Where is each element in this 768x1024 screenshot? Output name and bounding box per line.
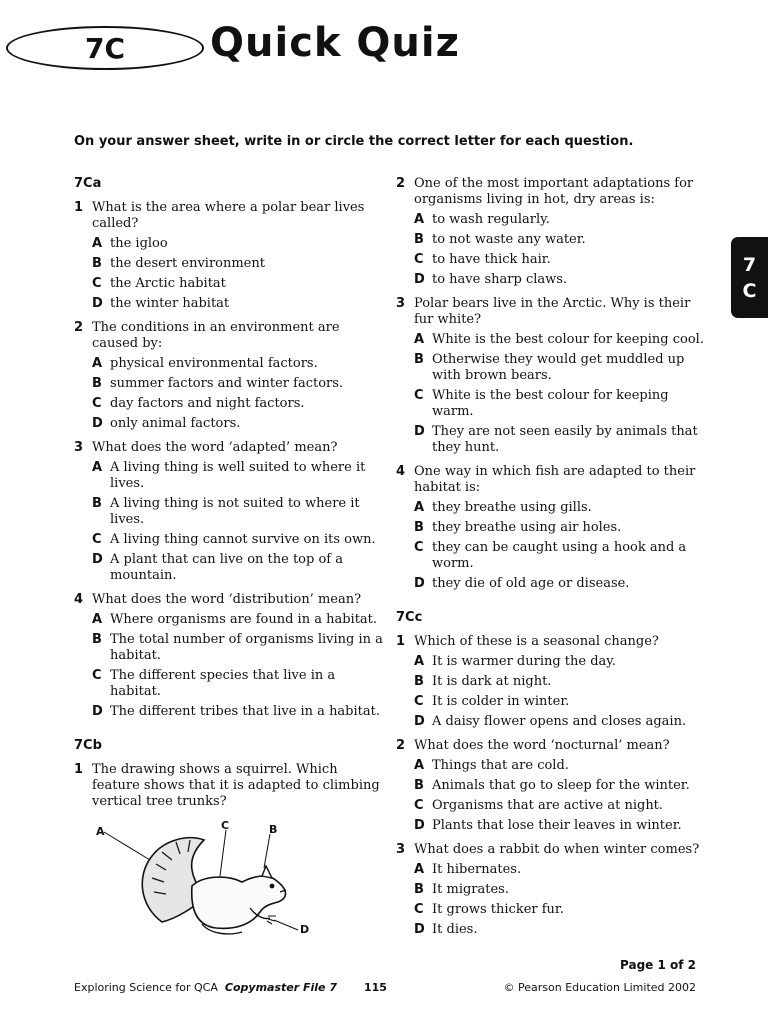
option-c[interactable] (92, 396, 384, 412)
footer-file-label: Copymaster File 7 (224, 981, 337, 994)
option-letter: D (92, 704, 103, 719)
question-text: What does a rabbit do when winter comes? (414, 842, 700, 857)
option-text: Organisms that are active at night. (432, 798, 664, 813)
question-number: 4 (396, 464, 406, 479)
question-text: What does the word ‘adapted’ mean? (92, 440, 338, 455)
option-a[interactable] (414, 758, 706, 774)
option-letter: C (92, 396, 102, 411)
question-7cc-3 (396, 842, 706, 938)
footer-page-number: 115 (364, 981, 387, 994)
question-7cb-3 (396, 296, 706, 456)
option-text: they breathe using air holes. (432, 520, 622, 535)
option-letter: C (414, 798, 424, 813)
option-text: Otherwise they would get muddled up with brown bears. (432, 352, 685, 383)
option-b[interactable] (92, 256, 384, 272)
option-letter: C (414, 694, 424, 709)
option-letter: A (414, 758, 425, 773)
option-d[interactable] (414, 424, 706, 456)
option-text: It hibernates. (432, 862, 522, 877)
option-letter: D (92, 552, 103, 567)
footer-publisher (74, 981, 337, 994)
option-text: the winter habitat (110, 296, 230, 311)
right-column (396, 176, 706, 946)
question-number: 1 (74, 200, 84, 215)
question-number: 1 (396, 634, 406, 649)
option-c[interactable] (414, 902, 706, 918)
option-text: to wash regularly. (432, 212, 550, 227)
option-c[interactable] (414, 798, 706, 814)
option-c[interactable] (92, 668, 384, 700)
option-letter: B (414, 778, 424, 793)
option-a[interactable] (92, 612, 384, 628)
question-7cb-2 (396, 176, 706, 288)
option-text: A living thing cannot survive on its own. (110, 532, 376, 547)
option-a[interactable] (414, 654, 706, 670)
option-c[interactable] (414, 694, 706, 710)
option-text: the desert environment (110, 256, 265, 271)
option-letter: A (414, 500, 425, 515)
option-letter: D (92, 296, 103, 311)
option-text: A living thing is not suited to where it lives. (110, 496, 360, 527)
option-c[interactable] (414, 540, 706, 572)
question-text: What does the word ‘distribution’ mean? (92, 592, 362, 607)
section-title-7cc: 7Cc (396, 610, 423, 625)
question-number: 2 (74, 320, 84, 335)
question-text: One of the most important adaptations for organisms living in hot, dry areas is: (414, 176, 694, 207)
option-text: They are not seen easily by animals that they hunt. (432, 424, 698, 455)
option-text: It is warmer during the day. (432, 654, 617, 669)
option-text: A daisy flower opens and closes again. (432, 714, 687, 729)
option-b[interactable] (414, 674, 706, 690)
figure-label-d: D (300, 923, 310, 936)
option-c[interactable] (92, 532, 384, 548)
question-text: One way in which fish are adapted to their habitat is: (414, 464, 696, 495)
question-text: Which of these is a seasonal change? (414, 634, 659, 649)
question-number: 3 (396, 842, 406, 857)
option-text: The different tribes that live in a habitat. (110, 704, 380, 719)
option-b[interactable] (92, 496, 384, 528)
option-letter: A (414, 862, 425, 877)
option-c[interactable] (92, 276, 384, 292)
option-a[interactable] (414, 862, 706, 878)
page-title: Quick Quiz (210, 20, 460, 66)
option-b[interactable] (92, 376, 384, 392)
option-letter: A (414, 654, 425, 669)
option-c[interactable] (414, 388, 706, 420)
option-text: A living thing is well suited to where it lives. (110, 460, 366, 491)
option-letter: B (414, 674, 424, 689)
option-text: It migrates. (432, 882, 509, 897)
question-number: 3 (74, 440, 84, 455)
unit-badge-label: 7C (84, 31, 126, 65)
option-letter: C (414, 388, 424, 403)
question-7ca-3 (74, 440, 384, 584)
option-b[interactable] (414, 232, 706, 248)
option-d[interactable] (414, 922, 706, 938)
option-letter: B (414, 352, 424, 367)
option-text: The different species that live in a habitat. (110, 668, 336, 699)
option-letter: A (414, 332, 425, 347)
option-letter: D (414, 714, 425, 729)
question-number: 1 (74, 762, 84, 777)
option-letter: B (92, 496, 102, 511)
question-7ca-1 (74, 200, 384, 312)
question-text: The conditions in an environment are caused by: (92, 320, 340, 351)
option-letter: D (92, 416, 103, 431)
option-letter: C (414, 252, 424, 267)
option-letter: A (92, 236, 103, 251)
option-b[interactable] (414, 778, 706, 794)
option-d[interactable] (92, 704, 384, 720)
question-7cb-4 (396, 464, 706, 592)
question-number: 2 (396, 176, 406, 191)
option-text: White is the best colour for keeping warm. (432, 388, 669, 419)
option-letter: D (414, 818, 425, 833)
unit-badge (6, 26, 204, 70)
option-text: Things that are cold. (432, 758, 569, 773)
option-letter: C (92, 668, 102, 683)
option-letter: C (92, 276, 102, 291)
option-text: It dies. (432, 922, 478, 937)
option-letter: A (92, 460, 103, 475)
figure-label-b: B (269, 823, 278, 836)
option-d[interactable] (92, 416, 384, 432)
option-text: A plant that can live on the top of a mountain. (110, 552, 343, 583)
option-a[interactable] (414, 332, 706, 348)
page-footer (74, 981, 696, 997)
section-title-7ca: 7Ca (74, 176, 102, 191)
option-text: to have thick hair. (432, 252, 551, 267)
option-letter: D (414, 272, 425, 287)
option-text: they die of old age or disease. (432, 576, 630, 591)
option-text: only animal factors. (110, 416, 241, 431)
option-text: It grows thicker fur. (432, 902, 564, 917)
option-letter: B (92, 376, 102, 391)
question-7cc-1 (396, 634, 706, 730)
option-text: to have sharp claws. (432, 272, 568, 287)
option-letter: B (92, 632, 102, 647)
option-letter: A (414, 212, 425, 227)
option-letter: B (414, 232, 424, 247)
footer-publisher-text: Exploring Science for QCA (74, 981, 218, 994)
option-text: day factors and night factors. (110, 396, 305, 411)
figure-label-a: A (96, 825, 105, 838)
question-7cb-1 (74, 762, 384, 810)
option-text: It is colder in winter. (432, 694, 570, 709)
option-letter: C (414, 902, 424, 917)
option-d[interactable] (92, 552, 384, 584)
option-a[interactable] (92, 460, 384, 492)
option-text: Animals that go to sleep for the winter. (432, 778, 690, 793)
question-text: What does the word ‘nocturnal’ mean? (414, 738, 670, 753)
option-letter: D (414, 424, 425, 439)
question-7ca-4 (74, 592, 384, 720)
option-letter: A (92, 356, 103, 371)
option-text: the igloo (110, 236, 168, 251)
footer-copyright: © Pearson Education Limited 2002 (503, 981, 696, 994)
question-number: 3 (396, 296, 406, 311)
instructions: On your answer sheet, write in or circle the correct letter for each question. (74, 134, 634, 149)
option-text: to not waste any water. (432, 232, 586, 247)
option-text: physical environmental factors. (110, 356, 318, 371)
left-column (74, 176, 384, 944)
side-tab (731, 237, 768, 318)
question-7cc-2 (396, 738, 706, 834)
side-tab-line1: 7 (742, 253, 757, 276)
option-d[interactable] (414, 272, 706, 288)
option-text: Where organisms are found in a habitat. (110, 612, 378, 627)
option-letter: B (414, 520, 424, 535)
option-d[interactable] (414, 714, 706, 730)
option-letter: B (92, 256, 102, 271)
option-letter: D (414, 922, 425, 937)
option-b[interactable] (414, 352, 706, 384)
option-text: they breathe using gills. (432, 500, 592, 515)
question-text: Polar bears live in the Arctic. Why is their fur white? (414, 296, 691, 327)
question-7ca-2 (74, 320, 384, 432)
option-text: summer factors and winter factors. (110, 376, 344, 391)
option-b[interactable] (92, 632, 384, 664)
question-number: 2 (396, 738, 406, 753)
option-text: White is the best colour for keeping cool. (432, 332, 704, 347)
squirrel-figure (92, 819, 342, 944)
option-b[interactable] (414, 520, 706, 536)
option-letter: D (414, 576, 425, 591)
section-title-7cb: 7Cb (74, 738, 102, 753)
question-text: The drawing shows a squirrel. Which feature shows that it is adapted to climbing vertical tree trunks? (92, 762, 380, 809)
page-indicator: Page 1 of 2 (620, 958, 696, 972)
option-d[interactable] (414, 818, 706, 834)
option-c[interactable] (414, 252, 706, 268)
option-text: The total number of organisms living in a habitat. (110, 632, 383, 663)
option-a[interactable] (92, 356, 384, 372)
figure-label-c: C (221, 819, 230, 832)
question-text: What is the area where a polar bear lives called? (92, 200, 365, 231)
option-d[interactable] (92, 296, 384, 312)
option-a[interactable] (92, 236, 384, 252)
option-letter: B (414, 882, 424, 897)
option-letter: C (414, 540, 424, 555)
option-a[interactable] (414, 212, 706, 228)
option-letter: A (92, 612, 103, 627)
option-a[interactable] (414, 500, 706, 516)
question-number: 4 (74, 592, 84, 607)
option-text: Plants that lose their leaves in winter. (432, 818, 682, 833)
option-text: the Arctic habitat (110, 276, 226, 291)
option-text: they can be caught using a hook and a worm. (432, 540, 687, 571)
side-tab-line2: C (742, 279, 757, 302)
option-b[interactable] (414, 882, 706, 898)
option-text: It is dark at night. (432, 674, 552, 689)
option-d[interactable] (414, 576, 706, 592)
option-letter: C (92, 532, 102, 547)
